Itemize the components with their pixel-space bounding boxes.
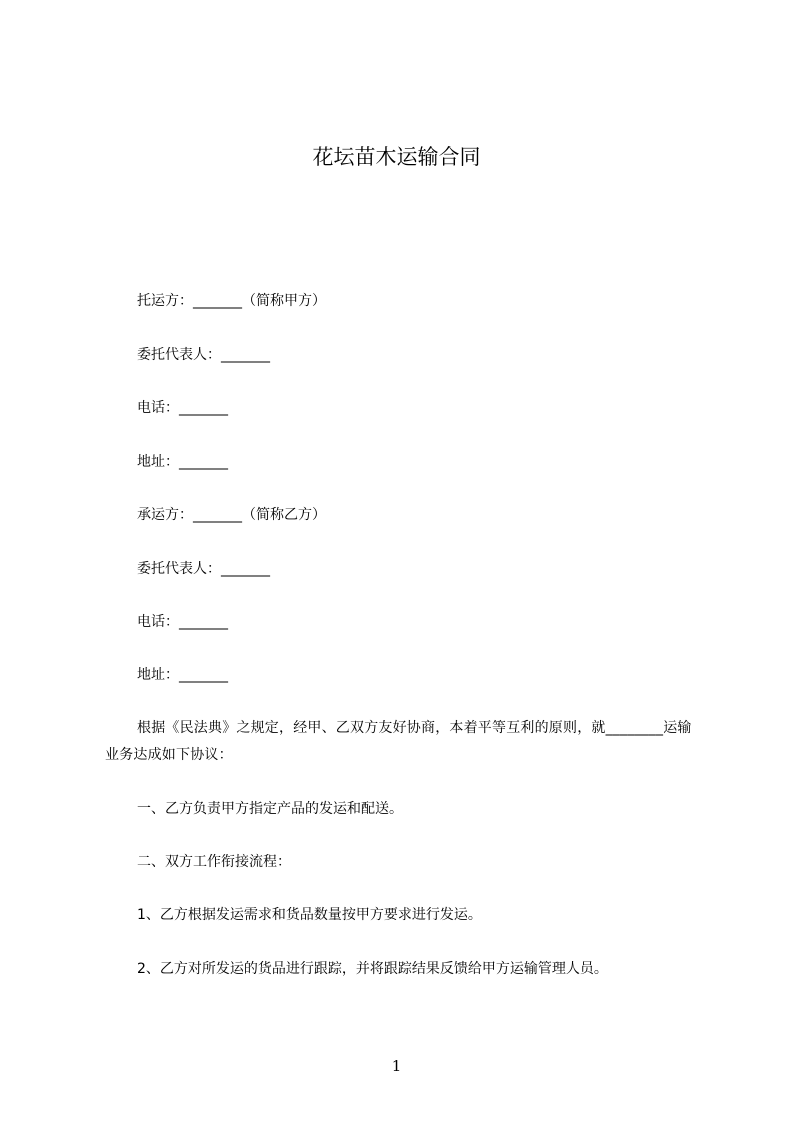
party-a-representative-line: 委托代表人：_______ — [137, 347, 270, 363]
party-a-name-line: 托运方：_______（简称甲方） — [137, 293, 326, 309]
preamble-paragraph: 根据《民法典》之规定，经甲、乙双方友好协商，本着平等互利的原则，就________运输业务达成如下协议： — [105, 720, 692, 763]
clause-1: 一、乙方负责甲方指定产品的发运和配送。 — [137, 801, 403, 817]
page-number: 1 — [391, 1057, 402, 1075]
party-b-phone-line: 电话：_______ — [137, 614, 228, 630]
party-a-address-line: 地址：_______ — [137, 454, 228, 470]
party-b-representative-line: 委托代表人：_______ — [137, 561, 270, 577]
party-a-phone-line: 电话：_______ — [137, 400, 228, 416]
clause-2-item-2: 2、乙方对所发运的货品进行跟踪，并将跟踪结果反馈给甲方运输管理人员。 — [137, 961, 608, 977]
party-b-address-line: 地址：_______ — [137, 667, 228, 683]
party-b-name-line: 承运方：_______（简称乙方） — [137, 507, 326, 523]
clause-2: 二、双方工作衔接流程： — [137, 854, 291, 870]
clause-2-item-1: 1、乙方根据发运需求和货品数量按甲方要求进行发运。 — [137, 907, 482, 923]
contract-title: 花坛苗木运输合同 — [312, 145, 481, 169]
